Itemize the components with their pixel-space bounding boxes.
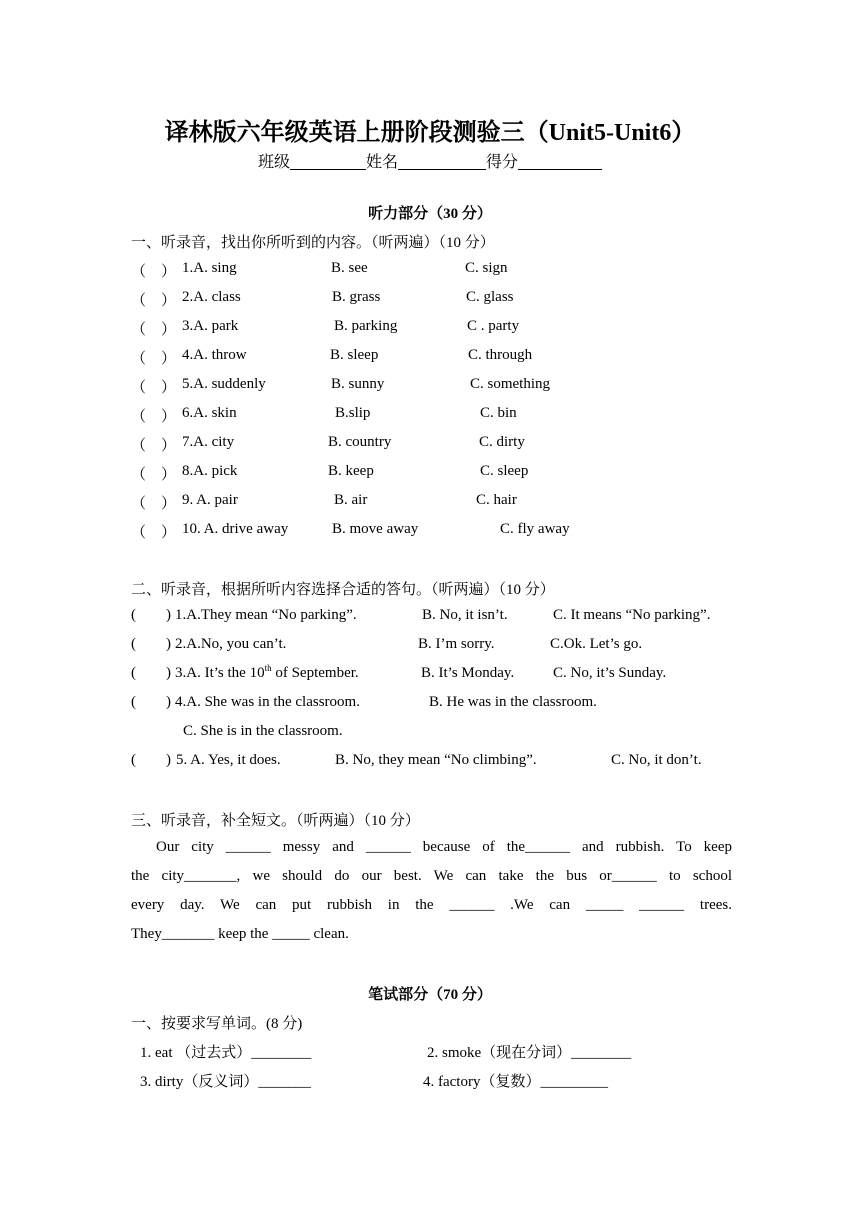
option-c: C. glass — [466, 289, 514, 305]
option-a: 1.A. sing — [182, 260, 237, 276]
option-c: C. sleep — [480, 463, 529, 479]
option-c: C. No, it’s Sunday. — [553, 665, 667, 681]
option-c: C. bin — [480, 405, 517, 421]
option-c: C. dirty — [479, 434, 525, 450]
written-section-header: 笔试部分（70 分） — [368, 987, 492, 1003]
option-b: B. parking — [334, 318, 398, 334]
option-a: 5. A. Yes, it does. — [176, 752, 281, 768]
answer-bracket-open[interactable]: ( — [131, 665, 136, 681]
cloze-passage — [131, 833, 732, 949]
word-task: 1. eat （过去式）________ — [140, 1045, 312, 1061]
answer-bracket[interactable]: （ ） — [131, 409, 177, 425]
option-a: 2.A. class — [182, 289, 241, 305]
option-b: B. grass — [332, 289, 381, 305]
answer-bracket-close[interactable]: ) — [166, 694, 171, 710]
word-task: 3. dirty（反义词）_______ — [140, 1074, 311, 1090]
option-a: 7.A. city — [182, 434, 235, 450]
answer-bracket[interactable]: （ ） — [131, 467, 177, 483]
option-b: B. country — [328, 434, 392, 450]
option-b: B. see — [331, 260, 368, 276]
part3-heading: 三、听录音，补全短文。（听两遍）（10 分） — [131, 813, 420, 829]
option-a: 4.A. throw — [182, 347, 247, 363]
listening-section-header: 听力部分（30 分） — [368, 206, 492, 222]
word-task: 4. factory（复数）_________ — [423, 1074, 608, 1090]
answer-bracket-close[interactable]: ) — [166, 665, 171, 681]
option-c: C. It means “No parking”. — [553, 607, 711, 623]
option-a: 8.A. pick — [182, 463, 238, 479]
option-b: B. No, it isn’t. — [422, 607, 508, 623]
word-task: 2. smoke（现在分词）________ — [427, 1045, 632, 1061]
answer-bracket[interactable]: （ ） — [131, 496, 177, 512]
answer-bracket-close[interactable]: ) — [166, 607, 171, 623]
option-a: 3.A. park — [182, 318, 239, 334]
option-b: B. sleep — [330, 347, 379, 363]
part1-heading: 一、听录音，找出你所听到的内容。（听两遍）（10 分） — [131, 235, 495, 251]
option-c: C.Ok. Let’s go. — [550, 636, 643, 652]
option-c: C. sign — [465, 260, 508, 276]
page-title: 译林版六年级英语上册阶段测验三（Unit5-Unit6） — [164, 120, 696, 146]
answer-bracket[interactable]: （ ） — [131, 264, 177, 280]
option-c: C. something — [470, 376, 551, 392]
option-c: C. hair — [476, 492, 517, 508]
option-b: B. air — [334, 492, 368, 508]
answer-bracket-open[interactable]: ( — [131, 636, 136, 652]
score-label: 得分 — [486, 154, 519, 171]
score-blank[interactable] — [518, 153, 602, 170]
option-a-text-end: of September. — [271, 665, 359, 681]
student-info-line — [0, 149, 860, 172]
answer-bracket-open[interactable]: ( — [131, 752, 136, 768]
answer-bracket[interactable]: （ ） — [131, 293, 177, 309]
option-a: 10. A. drive away — [182, 521, 289, 537]
option-b: B. move away — [332, 521, 419, 537]
answer-bracket-close[interactable]: ) — [166, 752, 171, 768]
option-a: 4.A. She was in the classroom. — [175, 694, 360, 710]
option-a: 2.A.No, you can’t. — [175, 636, 287, 652]
answer-bracket[interactable]: （ ） — [131, 438, 177, 454]
option-c: C. fly away — [500, 521, 570, 537]
class-blank[interactable] — [290, 153, 366, 170]
passage-line: They_______ keep the _____ clean. — [131, 926, 349, 942]
option-c: C. No, it don’t. — [611, 752, 702, 768]
option-a-text: 3.A. It’s the 10 — [175, 665, 265, 681]
answer-bracket-open[interactable]: ( — [131, 607, 136, 623]
option-b: B. I’m sorry. — [418, 636, 495, 652]
option-a — [175, 665, 359, 682]
option-c: C. She is in the classroom. — [183, 723, 343, 739]
answer-bracket-open[interactable]: ( — [131, 694, 136, 710]
answer-bracket[interactable]: （ ） — [131, 525, 177, 541]
option-a: 1.A.They mean “No parking”. — [175, 607, 357, 623]
class-label: 班级 — [257, 154, 290, 171]
ordinal-suffix: th — [264, 663, 272, 673]
part2-heading: 二、听录音，根据所听内容选择合适的答句。（听两遍）（10 分） — [131, 582, 555, 598]
option-b: B. sunny — [331, 376, 385, 392]
option-c: C . party — [467, 318, 520, 334]
option-b: B. He was in the classroom. — [429, 694, 597, 710]
name-blank[interactable] — [398, 153, 486, 170]
option-c: C. through — [468, 347, 533, 363]
option-b: B. keep — [328, 463, 374, 479]
option-b: B. It’s Monday. — [421, 665, 515, 681]
option-b: B.slip — [335, 405, 371, 421]
passage-line: Our city ______ messy and ______ because of the______ and rubbish. To keep — [156, 839, 732, 855]
answer-bracket-close[interactable]: ) — [166, 636, 171, 652]
answer-bracket[interactable]: （ ） — [131, 380, 177, 396]
option-a: 6.A. skin — [182, 405, 237, 421]
option-a: 9. A. pair — [182, 492, 238, 508]
answer-bracket[interactable]: （ ） — [131, 351, 177, 367]
passage-line: the city_______, we should do our best. We can take the bus or______ to school — [131, 868, 732, 884]
part4-heading: 一、按要求写单词。(8 分) — [131, 1016, 303, 1032]
answer-bracket[interactable]: （ ） — [131, 322, 177, 338]
name-label: 姓名 — [365, 154, 398, 171]
option-b: B. No, they mean “No climbing”. — [335, 752, 537, 768]
passage-line: every day. We can put rubbish in the ______ .We can _____ ______ trees. — [131, 897, 732, 913]
option-a: 5.A. suddenly — [182, 376, 266, 392]
